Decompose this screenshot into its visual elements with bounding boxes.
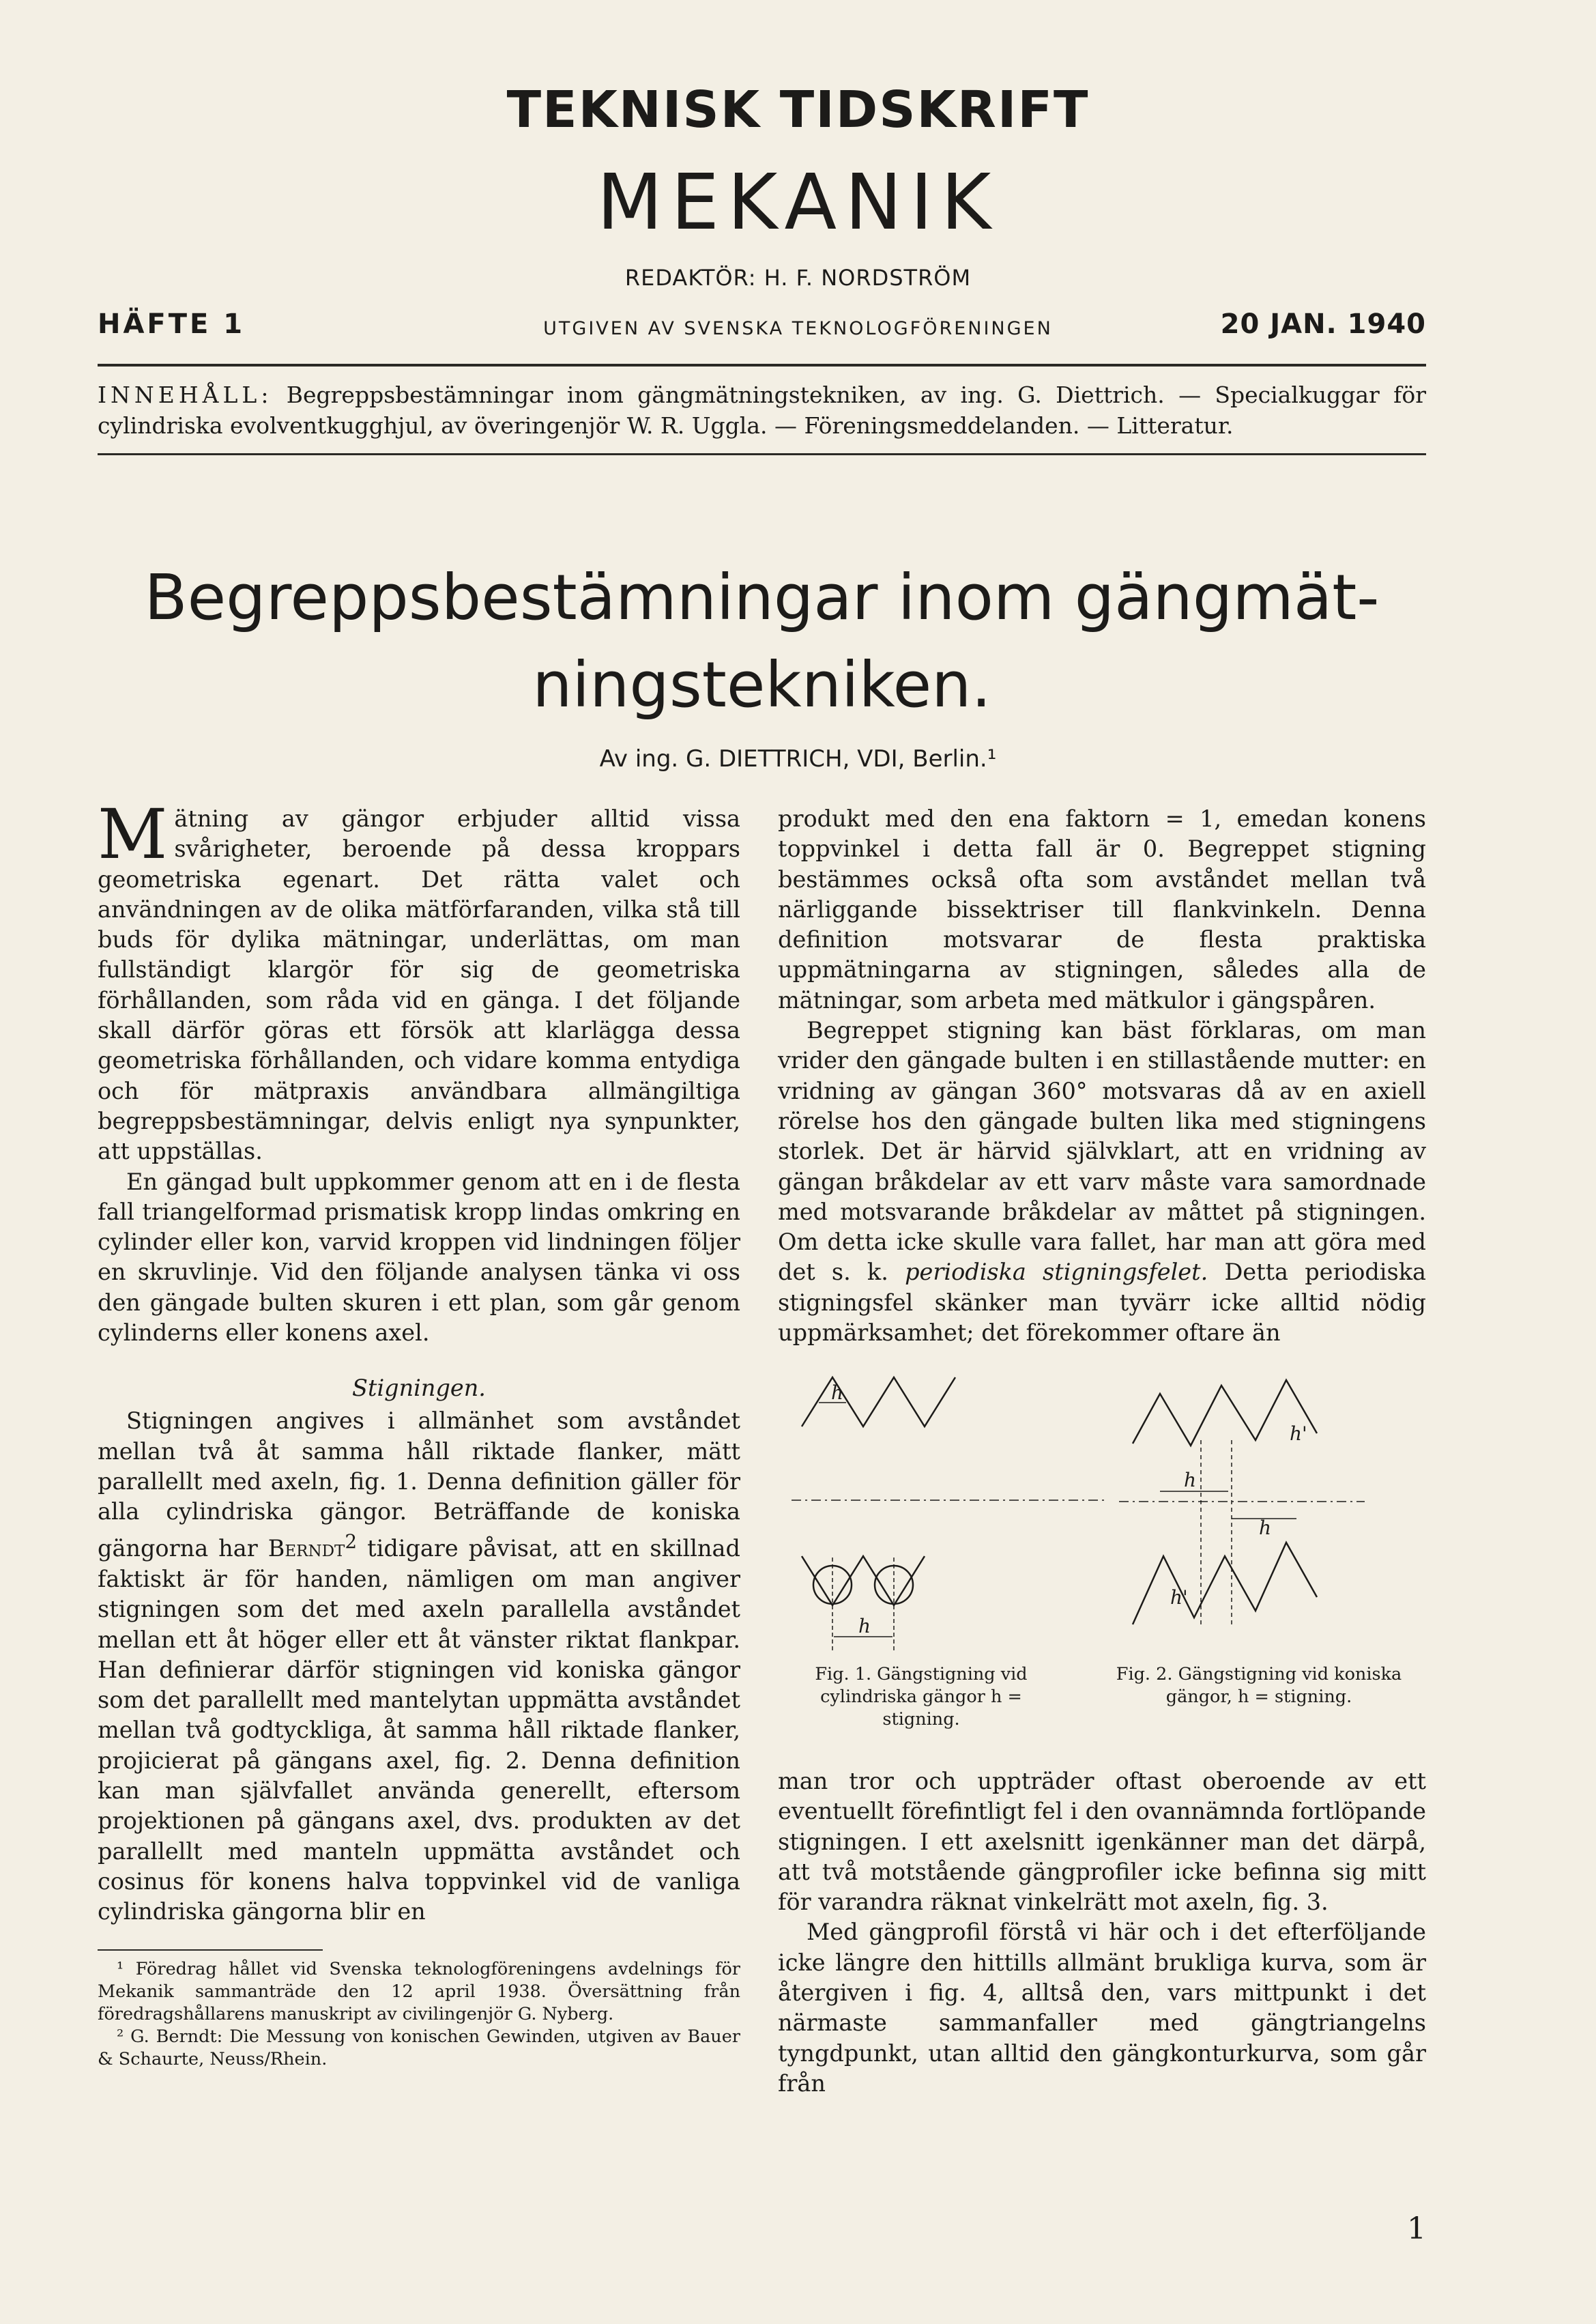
paragraph-text: tidigare påvisat, att en skillnad faktiskt är för handen, nämligen om man angiver stigningen som det med axeln parallella avståndet mellan ett åt höger eller ett åt vänster riktat flankpar. Han definierar därför stigningen vid koniska gängor som det parallellt med mantelytan uppmätta avståndet mellan två godtyckliga, åt samma håll riktade flanker, projicierat på gängans axel, fig. 2. Denna definition kan man självfallet använda generellt, eftersom projektionen på gängans axel, dvs. produkten av det parallellt med manteln uppmätta avståndet och cosinus för konens halva toppvinkel vid de vanliga cylindriska gängorna blir en	[98, 1535, 740, 1925]
issue-date: 20 JAN. 1940	[1220, 309, 1426, 340]
contents-line-2: cylindriska evolventkugghjul, av överingenjör W. R. Uggla. — Föreningsmeddelanden. — Litteratur.	[98, 412, 1234, 439]
contents-line-1: Begreppsbestämningar inom gängmätningstekniken, av ing. G. Diettrich. — Specialkuggar för	[286, 382, 1426, 408]
left-column-top	[98, 794, 740, 1348]
fig1-label-h: h	[858, 1615, 871, 1637]
section-title: MEKANIK	[596, 158, 1000, 247]
intro-paragraph	[98, 794, 740, 1167]
fig2-label-h: h	[1259, 1517, 1272, 1539]
fig2-label-h-prime: h'	[1290, 1422, 1307, 1445]
paragraph-text: Stigningen angives i allmänhet som avståndet mellan två åt samma håll riktade flanker, mätt parallellt med axeln, fig. 1. Denna definition gäller för alla cylindriska gängor. Beträffande de koniska gängorna har	[98, 1407, 740, 1562]
fig1-thread-profile-top	[802, 1377, 955, 1426]
article-byline: Av ing. G. DIETTRICH, VDI, Berlin.¹	[599, 745, 997, 773]
emphasis: periodiska stigningsfelet.	[905, 1259, 1208, 1286]
drop-cap: M	[98, 794, 168, 874]
publisher-line: UTGIVEN AV SVENSKA TEKNOLOGFÖRENINGEN	[543, 318, 1053, 339]
article-title: Begreppsbestämningar inom gängmät-ningstekniken.	[144, 561, 1380, 721]
fig2-label-h-prime: h'	[1170, 1586, 1188, 1609]
subheading: Stigningen.	[352, 1375, 486, 1401]
issue-number: HÄFTE 1	[98, 309, 246, 340]
paragraph: Med gängprofil förstå vi här och i det efterföljande icke längre den hittills allmänt brukliga kurva, som är återgiven i fig. 4, alltså den, vars mittpunkt i det närmaste sammanfaller med gängtriangelns tyngdpunkt, utan alltid den gängkonturkurva, som går från	[778, 1919, 1426, 2097]
fig2-label-h: h	[1184, 1469, 1197, 1491]
paragraph: man tror och uppträder oftast oberoende av ett eventuellt förefintligt fel i den ovannämnda fortlöpande stigningen. I ett axelsnitt igenkänner man det därpå, att två motstående gängprofiler icke befinna sig mitt för varandra räknat vinkelrätt mot axeln, fig. 3.	[778, 1768, 1426, 1916]
figure-1-caption: Fig. 1. Gängstigning vid cylindriska gängor h = stigning.	[815, 1664, 1028, 1730]
thread-figures	[778, 1365, 1426, 1706]
author-reference: Berndt	[267, 1535, 345, 1562]
left-column-bottom	[98, 1373, 740, 1927]
paragraph-text: Detta periodiska stigningsfel skänker man tyvärr icke alltid nödig uppmärksamhet; det förekommer oftare än	[778, 1259, 1426, 1347]
right-column-bottom	[778, 1766, 1426, 2099]
header-divider	[98, 364, 1426, 367]
paragraph: produkt med den ena faktorn = 1, emedan konens toppvinkel i detta fall är 0. Begreppet stigning bestämmes också ofta som avståndet mellan två närliggande bissektriser till flankvinkeln. Denna definition motsvarar de flesta praktiska uppmätningarna av stigningen, således alla de mätningar, som arbeta med mätkulor i gängspåren.	[778, 805, 1426, 1014]
editor-line: REDAKTÖR: H. F. NORDSTRÖM	[624, 265, 972, 291]
fig1-label-h: h	[831, 1381, 844, 1404]
journal-masthead: TEKNISK TIDSKRIFT	[506, 81, 1090, 139]
fig1-thread-profile-bottom	[802, 1556, 925, 1605]
figure-2-caption: Fig. 2. Gängstigning vid koniska gängor, h = stigning.	[1116, 1664, 1402, 1707]
fig2-thread-profile-bottom	[1133, 1543, 1317, 1624]
page-number: 1	[1407, 2211, 1426, 2246]
footnote-1: ¹ Föredrag hållet vid Svenska teknologföreningens avdelnings för Mekanik sammanträde den 12 april 1938. Översättning från föredragshållarens manuskript av civilingenjör G. Nyberg.	[98, 1959, 740, 2024]
intro-text: ätning av gängor erbjuder alltid vissa svårigheter, beroende på dessa kroppars geometriska egenart. Det rätta valet och användningen av de olika mätförfaranden, vilka stå till buds för dylika mätningar, underlättas, om man fullständigt klargör för sig de geometriska förhållanden, som råda vid en gänga. I det följande skall därför göras ett försök att klarlägga dessa geometriska förhållanden, och vidare komma entydiga och för mätpraxis användbara allmängiltiga begreppsbestämningar, delvis enligt nya synpunkter, att uppställas.	[98, 805, 740, 1165]
footnote-rule	[98, 1949, 323, 1951]
contents-divider	[98, 453, 1426, 455]
right-column-top	[778, 804, 1426, 1348]
footnote-2: ² G. Berndt: Die Messung von konischen Gewinden, utgiven av Bauer & Schaurte, Neuss/Rhein.	[98, 2026, 740, 2069]
paragraph	[98, 1406, 740, 1927]
footnotes	[98, 1958, 740, 2071]
table-of-contents	[98, 379, 1426, 441]
paragraph	[778, 1016, 1426, 1348]
contents-label: INNEHÅLL:	[98, 382, 273, 408]
paragraph-text: Begreppet stigning kan bäst förklaras, om man vrider den gängade bulten i en stillastående mutter: en vridning av gängan 360° motsvaras då av en axiell rörelse hos den gängade bulten lika med stigningens storlek. Det är härvid självklart, att en vridning av gängan bråkdelar av ett varv måste vara samordnade med motsvarande bråkdelar av måttet på stigningen. Om detta icke skulle vara fallet, har man att göra med det s. k.	[778, 1017, 1426, 1286]
paragraph: En gängad bult uppkommer genom att en i de flesta fall triangelformad prismatisk kropp lindas omkring en cylinder eller kon, varvid kroppen vid lindningen följer en skruvlinje. Vid den följande analysen tänka vi oss den gängade bulten skuren i ett plan, som går genom cylinderns eller konens axel.	[98, 1168, 740, 1347]
footnote-ref: 2	[345, 1530, 358, 1553]
